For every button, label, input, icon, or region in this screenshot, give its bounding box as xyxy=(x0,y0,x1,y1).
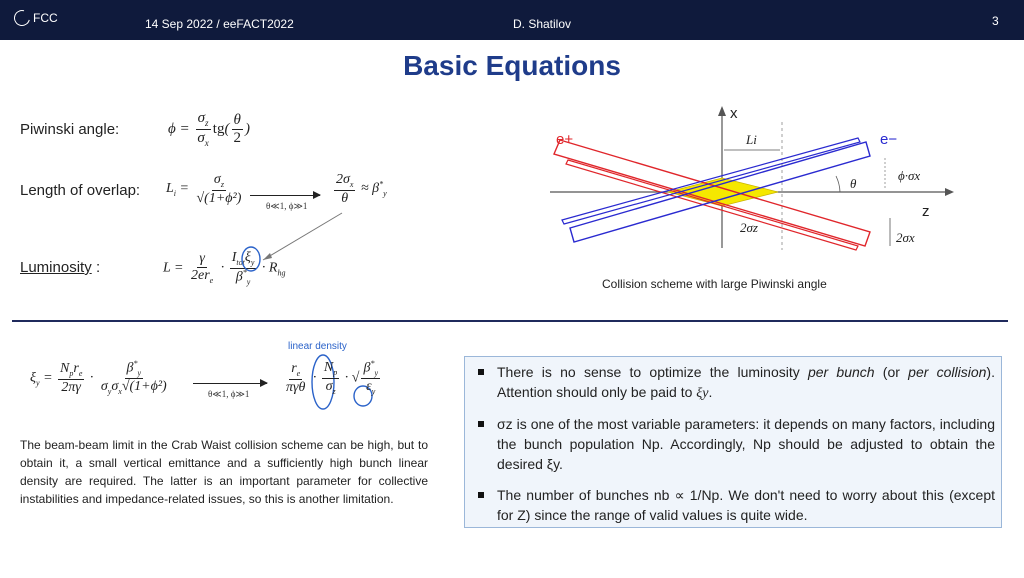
bullet-marker-icon xyxy=(478,369,484,375)
diagram-caption: Collision scheme with large Piwinski angle xyxy=(602,277,827,291)
xi-circle xyxy=(242,247,260,271)
luminosity-formula: L = $\frac{\gamma}{2er_e}$ · $\frac{I_{tot}\xi_y}{\beta^*_y}$ · $R_{hg}$ xyxy=(163,250,286,287)
piwinski-label: Piwinski angle: xyxy=(20,121,120,138)
z-axis-arrowhead xyxy=(945,188,954,196)
section-divider xyxy=(12,320,1008,322)
author: D. Shatilov xyxy=(513,17,572,31)
bullet-item: σz is one of the most variable parameters: it depends on many factors, including the bunch population Np. Accordingly, Np should be adjusted to obtain the desired ξy. xyxy=(475,414,995,474)
theta-label: θ xyxy=(850,176,857,191)
e-minus-label: e− xyxy=(880,131,898,148)
luminosity-colon: : xyxy=(96,259,101,276)
slide-title: Basic Equations xyxy=(403,50,621,81)
beam-beam-paragraph: The beam-beam limit in the Crab Waist collision scheme can be high, but to obtain it, a small vertical emittance and a sufficiently high bunch linear density are required. The latter is an important parameter for collective instabilities and impedance-related issues, so this is another limitation. xyxy=(20,438,428,506)
xi-connector-arrowhead xyxy=(263,253,272,260)
two-sigma-x-label: 2σx xyxy=(896,230,915,245)
e-plus-label: e+ xyxy=(556,131,574,148)
logo-text: FCC xyxy=(33,11,58,25)
xi-arrow xyxy=(193,383,267,384)
luminosity-label: Luminosity xyxy=(20,259,92,276)
overlap-condition: θ≪1, ϕ≫1 xyxy=(266,201,308,211)
li-label: Li xyxy=(746,132,757,147)
overlap-label: Length of overlap: xyxy=(20,182,141,199)
theta-arc xyxy=(836,176,840,192)
overlap-formula: $L_i$ = $\frac{\sigma_z}{\text{√(1+ϕ²)}}$ xyxy=(166,172,242,206)
z-axis-label: z xyxy=(922,203,930,220)
bullet-marker-icon xyxy=(478,492,484,498)
x-axis-label: x xyxy=(730,105,738,122)
linear-density-note: linear density xyxy=(288,341,347,352)
overlap-approx: $\frac{2\sigma_x}{\theta}$ ≈ $\beta^*_y$ xyxy=(336,172,387,206)
bullet-box xyxy=(464,356,1002,528)
xi-connector-line xyxy=(263,213,342,260)
piwinski-formula: ϕ = $\frac{\sigma_z}{\sigma_x}$ tg( $\frac{\theta}{2}$ ) xyxy=(168,110,250,148)
collision-diagram xyxy=(540,100,960,270)
phi-sigma-label: ϕ·σx xyxy=(898,168,921,183)
xi-formula: $\xi_y$ = $\frac{N_pr_e}{2\pi\gamma}$ · $\frac{\beta^*_y}{\sigma_y\sigma_x√(1+\phi^2)}$ xyxy=(30,359,167,397)
e-plus-beam-inner xyxy=(566,160,858,250)
page-number: 3 xyxy=(992,14,999,28)
x-axis-arrowhead xyxy=(718,106,726,116)
date-event: 14 Sep 2022 / eeFACT2022 xyxy=(145,17,294,31)
bullet-item: The number of bunches nb ∝ 1/Np. We don't need to worry about this (except for Z) since the range of valid values is quite wide. xyxy=(475,485,995,525)
xi-approx: $\frac{r_e}{\text{πγθ}}$ · $\frac{N_p}{\sigma_z}$ · √ $\frac{\beta^*_y}{\varepsilon_y}$ xyxy=(286,359,378,397)
bullet-marker-icon xyxy=(478,421,484,427)
xi-condition: θ≪1, ϕ≫1 xyxy=(208,389,250,399)
two-sigma-z-label: 2σz xyxy=(740,220,758,235)
bullet-item: There is no sense to optimize the luminosity per bunch (or per collision). Attention should only be paid to ξy. xyxy=(475,362,995,404)
